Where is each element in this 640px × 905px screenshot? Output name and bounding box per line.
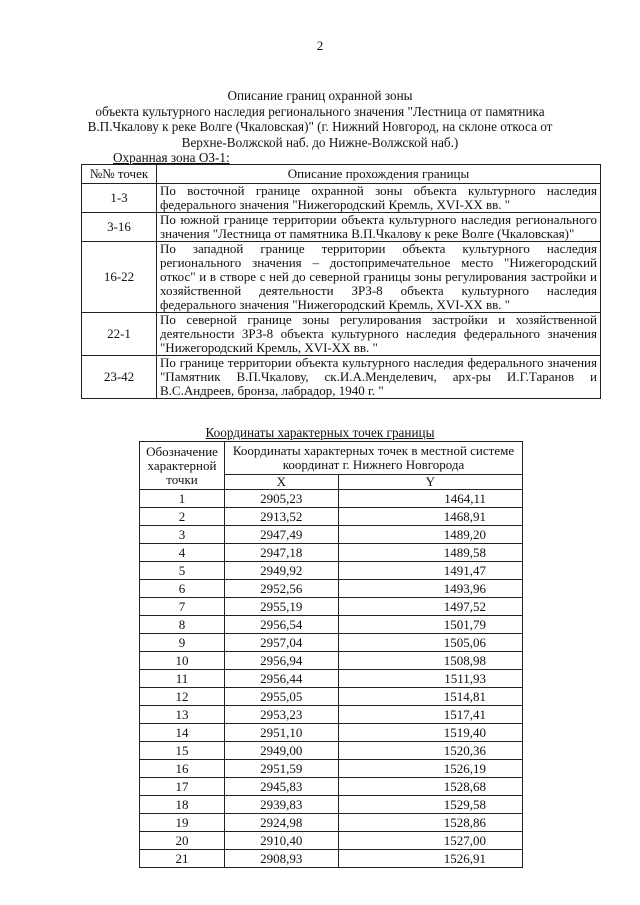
table-row xyxy=(140,688,523,706)
y-coordinate-cell: 1497,52 xyxy=(338,598,522,616)
header-description: Описание прохождения границы xyxy=(157,165,601,184)
point-number-cell: 3 xyxy=(140,526,225,544)
title-line: объекта культурного наследия регионального значения "Лестница от памятника xyxy=(95,103,545,119)
table-row xyxy=(140,616,523,634)
point-number-cell: 8 xyxy=(140,616,225,634)
x-coordinate-cell: 2905,23 xyxy=(225,490,339,508)
x-coordinate-cell: 2939,83 xyxy=(225,796,339,814)
y-coordinate-cell: 1468,91 xyxy=(338,508,522,526)
x-coordinate-cell: 2949,92 xyxy=(225,562,339,580)
table-row xyxy=(140,544,523,562)
x-coordinate-cell: 2953,23 xyxy=(225,706,339,724)
table-row xyxy=(140,490,523,508)
point-number-cell: 19 xyxy=(140,814,225,832)
point-number-cell: 1 xyxy=(140,490,225,508)
boundary-description-cell: По южной границе территории объекта культурного наследия регионального значения "Лестница от памятника В.П.Чкалову к реке Волге (Чкаловская)" xyxy=(157,213,601,242)
zone-label: Охранная зона ОЗ-1: xyxy=(113,150,230,165)
header-coordinates: Координаты характерных точек в местной системе координат г. Нижнего Новгорода xyxy=(225,442,523,475)
y-coordinate-cell: 1489,58 xyxy=(338,544,522,562)
table-row xyxy=(140,796,523,814)
point-number-cell: 15 xyxy=(140,742,225,760)
y-coordinate-cell: 1526,19 xyxy=(338,760,522,778)
x-coordinate-cell: 2952,56 xyxy=(225,580,339,598)
table-row xyxy=(140,652,523,670)
x-coordinate-cell: 2956,94 xyxy=(225,652,339,670)
x-coordinate-cell: 2951,10 xyxy=(225,724,339,742)
y-coordinate-cell: 1517,41 xyxy=(338,706,522,724)
x-coordinate-cell: 2947,18 xyxy=(225,544,339,562)
table-row xyxy=(140,850,523,868)
x-coordinate-cell: 2908,93 xyxy=(225,850,339,868)
y-coordinate-cell: 1519,40 xyxy=(338,724,522,742)
page-number: 2 xyxy=(316,38,324,53)
header-point-designation: Обозначение характерной точки xyxy=(140,442,225,490)
point-number-cell: 4 xyxy=(140,544,225,562)
boundary-points-cell: 22-1 xyxy=(82,313,157,356)
x-coordinate-cell: 2955,05 xyxy=(225,688,339,706)
y-coordinate-cell: 1529,58 xyxy=(338,796,522,814)
table-row xyxy=(140,562,523,580)
point-number-cell: 20 xyxy=(140,832,225,850)
x-coordinate-cell: 2910,40 xyxy=(225,832,339,850)
title-line: В.П.Чкалову к реке Волге (Чкаловская)" (г. Нижний Новгород, на склоне откоса от xyxy=(87,119,553,134)
y-coordinate-cell: 1464,11 xyxy=(338,490,522,508)
point-number-cell: 5 xyxy=(140,562,225,580)
table-row xyxy=(140,814,523,832)
point-number-cell: 7 xyxy=(140,598,225,616)
table-row xyxy=(82,242,601,313)
y-coordinate-cell: 1491,47 xyxy=(338,562,522,580)
boundary-description-cell: По западной границе территории объекта культурного наследия регионального значения – достопримечательное место "Нижегородский откос" и в створе с ней до северной границы зоны регулирования застройки и хозяйственной деятельности ЗРЗ-8 объекта культурного наследия федерального значения "Нижегородский Кремль, XVI-XX вв. " xyxy=(157,242,601,313)
boundary-description-table xyxy=(81,164,601,399)
x-coordinate-cell: 2913,52 xyxy=(225,508,339,526)
coordinates-table-body xyxy=(140,490,523,868)
y-coordinate-cell: 1493,96 xyxy=(338,580,522,598)
table-row xyxy=(82,184,601,213)
y-coordinate-cell: 1514,81 xyxy=(338,688,522,706)
table-row xyxy=(140,724,523,742)
table-row xyxy=(82,313,601,356)
header-points: №№ точек xyxy=(82,165,157,184)
table-row xyxy=(82,356,601,399)
point-number-cell: 21 xyxy=(140,850,225,868)
y-coordinate-cell: 1508,98 xyxy=(338,652,522,670)
x-coordinate-cell: 2945,83 xyxy=(225,778,339,796)
y-coordinate-cell: 1526,91 xyxy=(338,850,522,868)
table-row xyxy=(140,670,523,688)
x-coordinate-cell: 2951,59 xyxy=(225,760,339,778)
x-coordinate-cell: 2947,49 xyxy=(225,526,339,544)
y-coordinate-cell: 1520,36 xyxy=(338,742,522,760)
x-coordinate-cell: 2924,98 xyxy=(225,814,339,832)
boundary-points-cell: 3-16 xyxy=(82,213,157,242)
table-row xyxy=(140,526,523,544)
y-coordinate-cell: 1527,00 xyxy=(338,832,522,850)
header-x: X xyxy=(225,475,339,490)
table-row xyxy=(140,742,523,760)
table-row xyxy=(140,760,523,778)
x-coordinate-cell: 2956,54 xyxy=(225,616,339,634)
x-coordinate-cell: 2957,04 xyxy=(225,634,339,652)
point-number-cell: 9 xyxy=(140,634,225,652)
coordinates-table xyxy=(139,441,523,868)
point-number-cell: 10 xyxy=(140,652,225,670)
y-coordinate-cell: 1489,20 xyxy=(338,526,522,544)
y-coordinate-cell: 1505,06 xyxy=(338,634,522,652)
document-title xyxy=(80,88,560,150)
point-number-cell: 13 xyxy=(140,706,225,724)
point-number-cell: 6 xyxy=(140,580,225,598)
title-line: Описание границ охранной зоны xyxy=(227,88,413,103)
table-row xyxy=(82,213,601,242)
boundary-points-cell: 23-42 xyxy=(82,356,157,399)
table-row xyxy=(140,778,523,796)
point-number-cell: 17 xyxy=(140,778,225,796)
boundary-description-cell: По восточной границе охранной зоны объекта культурного наследия федерального значения "Нижегородский Кремль, XVI-XX вв. " xyxy=(157,184,601,213)
boundary-description-cell: По границе территории объекта культурного наследия федерального значения "Памятник В.П.Чкалову, ск.И.А.Менделевич, арх-ры И.Г.Таранов и В.С.Андреев, бронза, лабрадор, 1940 г. " xyxy=(157,356,601,399)
x-coordinate-cell: 2956,44 xyxy=(225,670,339,688)
table-row xyxy=(140,508,523,526)
boundary-description-cell: По северной границе зоны регулирования застройки и хозяйственной деятельности ЗРЗ-8 объекта культурного наследия федерального значения "Нижегородский Кремль, XVI-XX вв. " xyxy=(157,313,601,356)
table-row xyxy=(140,706,523,724)
x-coordinate-cell: 2955,19 xyxy=(225,598,339,616)
point-number-cell: 11 xyxy=(140,670,225,688)
table-row xyxy=(140,634,523,652)
table-row xyxy=(140,598,523,616)
table-header-row xyxy=(140,442,523,475)
table-row xyxy=(140,832,523,850)
point-number-cell: 2 xyxy=(140,508,225,526)
y-coordinate-cell: 1501,79 xyxy=(338,616,522,634)
y-coordinate-cell: 1528,86 xyxy=(338,814,522,832)
description-table-body xyxy=(82,184,601,399)
title-line: Верхне-Волжской наб. до Нижне-Волжской наб.) xyxy=(181,134,459,150)
table-row xyxy=(140,580,523,598)
boundary-points-cell: 1-3 xyxy=(82,184,157,213)
y-coordinate-cell: 1528,68 xyxy=(338,778,522,796)
point-number-cell: 12 xyxy=(140,688,225,706)
x-coordinate-cell: 2949,00 xyxy=(225,742,339,760)
coordinates-title: Координаты характерных точек границы xyxy=(205,425,435,440)
point-number-cell: 14 xyxy=(140,724,225,742)
point-number-cell: 18 xyxy=(140,796,225,814)
point-number-cell: 16 xyxy=(140,760,225,778)
boundary-points-cell: 16-22 xyxy=(82,242,157,313)
y-coordinate-cell: 1511,93 xyxy=(338,670,522,688)
header-y: Y xyxy=(338,475,522,490)
table-header-row xyxy=(82,165,601,184)
